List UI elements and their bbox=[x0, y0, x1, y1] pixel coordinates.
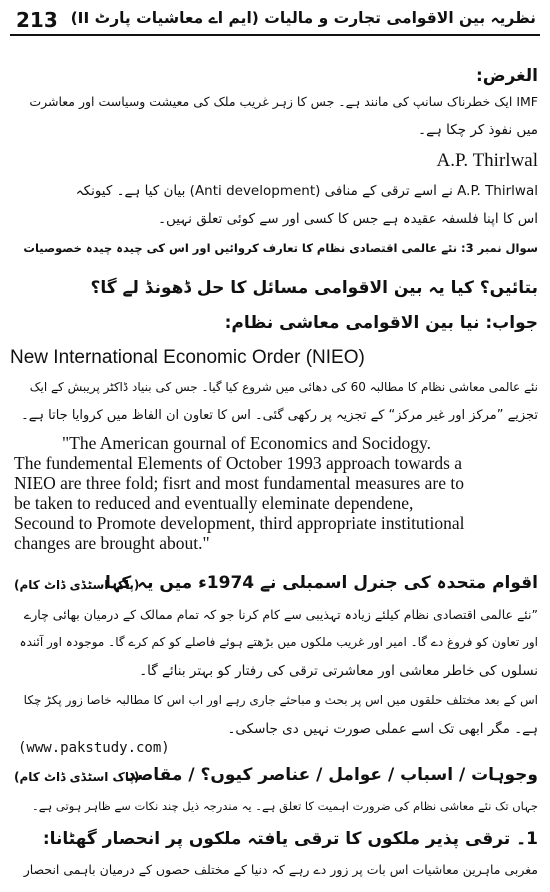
subheading-un-assembly: اقوام متحدہ کی جنرل اسمبلی نے 1974ء میں یہ کہا bbox=[104, 573, 538, 593]
paragraph-line: ”نئے عالمی اقتصادی نظام کیلئے زیادہ تہذیبی سے کام کرنا جو کہ تمام ممالک کے درمیان بھائی چارے bbox=[23, 607, 538, 622]
paragraph-line: ہے۔ مگر ابھی تک اسے عملی صورت نہیں دی جاسکی۔ bbox=[227, 721, 538, 737]
watermark-url: (www.pakstudy.com) bbox=[18, 740, 170, 756]
paragraph-line: تجزیے ”مرکز اور غیر مرکز“ کے تجزیہ پر رکھی گئی۔ اس کا تعاون ان الفاظ میں کروایا جاتا ہے۔ bbox=[21, 408, 538, 423]
heading-alghuraz: الغرض: bbox=[475, 66, 538, 86]
paragraph-line: نئے عالمی معاشی نظام کا مطالبہ 60 کی دھائی میں شروع کیا گیا۔ جس کی بنیاد ڈاکٹر پریبش کے ایک bbox=[29, 380, 538, 394]
numbered-heading: 1۔ ترقی پذیر ملکوں کا ترقی یافتہ ملکوں پر انحصار گھٹانا: bbox=[42, 829, 538, 849]
paragraph-line: IMF ایک خطرناک سانپ کی مانند ہے۔ جس کا زہر غریب ملک کی معیشت وسیاست اور معاشرت bbox=[29, 94, 538, 109]
paragraph-line: میں نفوذ کر چکا ہے۔ bbox=[418, 122, 538, 138]
page-header bbox=[10, 6, 540, 36]
page-number: 213 bbox=[16, 8, 58, 32]
question-heading: بتائیں؟ کیا یہ بین الاقوامی مسائل کا حل ڈھونڈ لے گا؟ bbox=[90, 278, 538, 298]
section-heading-nieo: New International Economic Order (NIEO) bbox=[10, 347, 365, 368]
header-rule bbox=[10, 34, 540, 36]
watermark-tag: (پاک اسٹڈی ڈاٹ کام) bbox=[14, 578, 140, 592]
quote-line: changes are brought about." bbox=[14, 533, 210, 553]
paragraph-line: اس کے بعد مختلف حلقوں میں اس پر بحث و مباحثے جاری رہے اور اب اس کا مطالبہ خاصا زور پکڑ چکا bbox=[23, 693, 538, 707]
question-heading: سوال نمبر 3: نئے عالمی اقتصادی نظام کا تعارف کروائیں اور اس کی چیدہ چیدہ خصوصیات bbox=[23, 241, 538, 255]
quote-line: "The American gournal of Economics and Socidogy. bbox=[62, 433, 432, 453]
subheading-reasons: وجوہات / اسباب / عوامل / عناصر کیوں؟ / مقاصد bbox=[127, 765, 538, 785]
paragraph-line: اس کا اپنا فلسفہ عقیدہ ہے جس کا کسی اور سے کوئی تعلق نہیں۔ bbox=[158, 211, 538, 227]
answer-heading: جواب: نیا بین الاقوامی معاشی نظام: bbox=[224, 313, 538, 333]
quote-line: The fundemental Elements of October 1993 approach towards a bbox=[14, 453, 463, 473]
quote-line: Secound to Promote development, third appropriate institutional bbox=[14, 513, 465, 533]
running-title: نظریہ بین الاقوامی تجارت و مالیات (ایم اے معاشیات پارٹ II) bbox=[70, 9, 536, 27]
quote-line: NIEO are three fold; fisrt and most fundamental measures are to bbox=[14, 473, 464, 493]
paragraph-line: جہاں تک نئے معاشی نظام کی ضرورت اہمیت کا تعلق ہے۔ یہ مندرجہ ذیل چند نکات سے ظاہر ہوتی ہے۔ bbox=[32, 799, 538, 813]
paragraph-line: A.P. Thirlwal نے اسے ترقی کے منافی (Anti development) بیان کیا ہے۔ کیونکہ bbox=[75, 183, 538, 199]
paragraph-line: مغربی ماہرین معاشیات اس بات پر زور دے رہے کہ دنیا کے مختلف حصوں کے درمیان باہمی انحصار bbox=[23, 862, 538, 877]
heading-thirlwal: A.P. Thirlwal bbox=[436, 150, 538, 171]
watermark-tag: (پاک اسٹڈی ڈاٹ کام) bbox=[14, 770, 140, 784]
paragraph-line: نسلوں کی خاطر معاشی اور معاشرتی ترقی کی رفتار کو بہتر بنائے گا۔ bbox=[139, 663, 538, 679]
quote-line: be taken to reduced and eventually eleminate dependene, bbox=[14, 493, 414, 513]
paragraph-line: اور تعاون کو فروغ دے گا۔ امیر اور غریب ملکوں میں بڑھتے ہوئے فاصلے کو کم کرے گا۔ موجودہ اور آئندہ bbox=[19, 635, 538, 649]
